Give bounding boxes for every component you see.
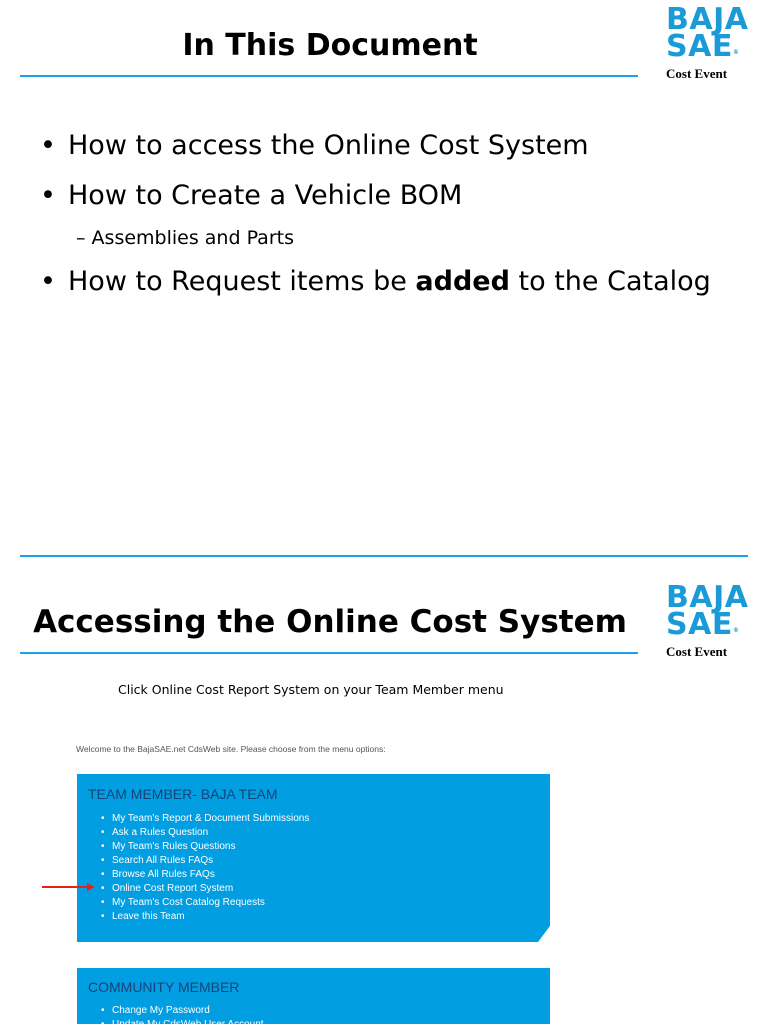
team-member-menu-list [101, 812, 309, 924]
community-member-heading: COMMUNITY MEMBER [88, 979, 240, 995]
menu-link-team-rules-questions[interactable]: • My Team's Rules Questions [101, 840, 309, 854]
menu-link-leave-team[interactable]: • Leave this Team [101, 910, 309, 924]
logo-cost-event: Cost Event [666, 644, 728, 659]
community-member-menu-list [101, 1004, 264, 1032]
bullet-dot-icon: • [40, 130, 56, 161]
menu-link-search-rules-faqs[interactable]: • Search All Rules FAQs [101, 854, 309, 868]
slide-2-title-rule [20, 652, 638, 654]
bullet-item: • How to Create a Vehicle BOM [40, 180, 463, 211]
bullet-item: • How to Request items be added to the Catalog [40, 266, 711, 297]
slide-2-title: Accessing the Online Cost System [33, 604, 627, 640]
logo-cost-event: Cost Event [666, 66, 728, 81]
welcome-text: Welcome to the BajaSAE.net CdsWeb site. Please choose from the menu options: [76, 744, 386, 754]
bullet-item: • How to access the Online Cost System [40, 130, 589, 161]
menu-link-report-submissions[interactable]: • My Team's Report & Document Submissions [101, 812, 309, 826]
bullet-dot-icon: • [40, 180, 56, 211]
menu-link-ask-rules-question[interactable]: • Ask a Rules Question [101, 826, 309, 840]
slide-1-title: In This Document [182, 28, 478, 63]
menu-link-cost-catalog-requests[interactable]: • My Team's Cost Catalog Requests [101, 896, 309, 910]
logo-sae: SAE® [666, 607, 739, 642]
menu-link-change-password[interactable]: • Change My Password [101, 1004, 264, 1018]
menu-link-browse-rules-faqs[interactable]: • Browse All Rules FAQs [101, 868, 309, 882]
bullet-dot-icon: • [40, 266, 56, 297]
logo-baja: BAJA [666, 580, 749, 615]
community-member-menu [77, 968, 550, 1030]
logo-sae: SAE® [666, 29, 739, 64]
dash-icon: – [76, 227, 86, 249]
slide-divider [20, 555, 748, 557]
instruction-text: Click Online Cost Report System on your Team Member menu [118, 682, 504, 697]
baja-sae-logo [666, 2, 766, 82]
red-arrow-head-icon [87, 883, 95, 891]
logo-baja: BAJA [666, 2, 749, 37]
team-member-menu [77, 774, 550, 942]
team-member-heading: TEAM MEMBER- BAJA TEAM [88, 786, 278, 802]
menu-link-update-account[interactable]: • Update My CdsWeb User Account [101, 1018, 264, 1032]
slide-1-title-rule [20, 75, 638, 77]
red-arrow-icon [42, 886, 88, 888]
sub-bullet-item: – Assemblies and Parts [76, 227, 294, 249]
menu-corner-cut [538, 926, 550, 942]
menu-link-online-cost-report-system[interactable]: • Online Cost Report System [101, 882, 309, 896]
baja-sae-logo [666, 580, 766, 660]
